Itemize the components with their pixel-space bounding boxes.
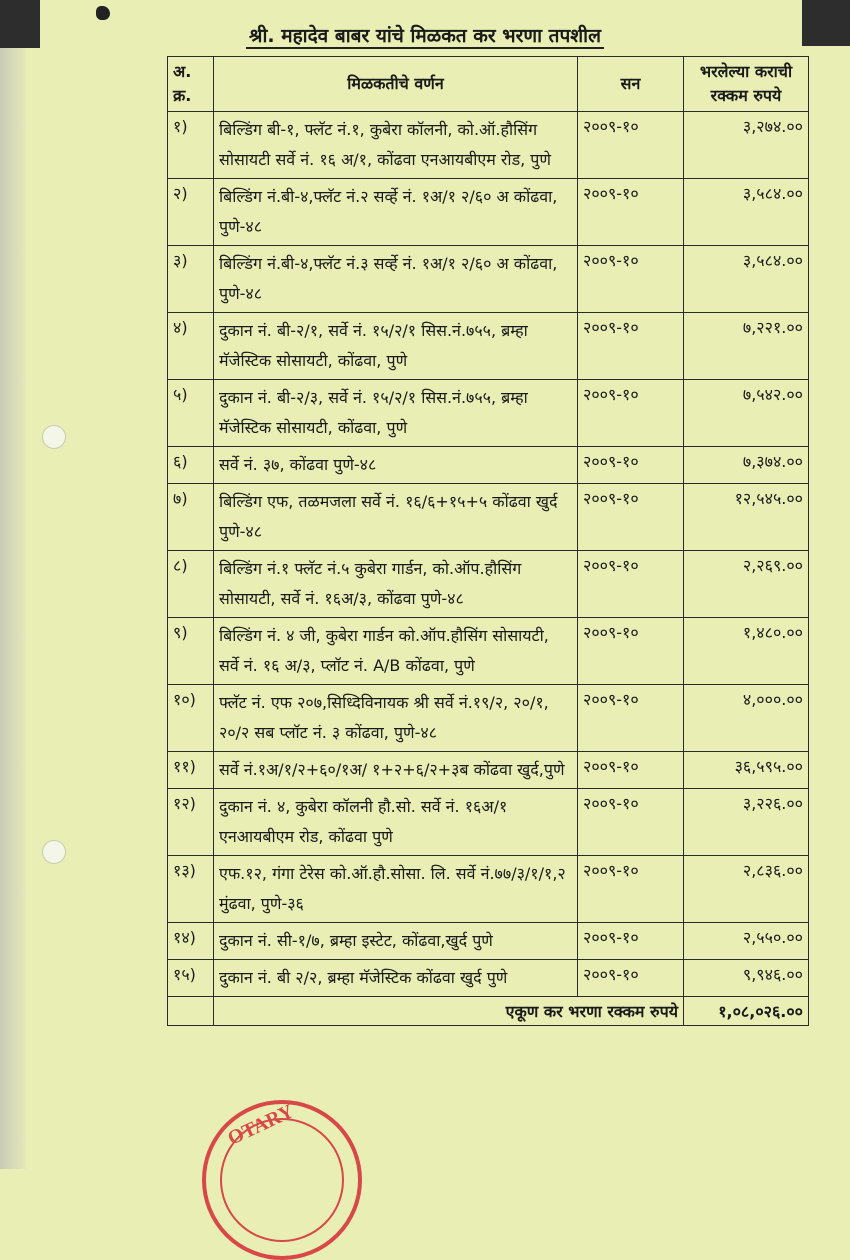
row-description: दुकान नं. बी २/२, ब्रम्हा मॅजेस्टिक कोंढवा खुर्द पुणे — [214, 960, 578, 997]
row-serial-no: ५) — [168, 380, 214, 447]
row-serial-no: १०) — [168, 685, 214, 752]
total-row — [168, 997, 809, 1026]
row-description: बिल्डिंग नं.१ फ्लॅट नं.५ कुबेरा गार्डन, को.ऑप.हौसिंग सोसायटी, सर्वे नं. १६अ/३, कोंढवा पुणे-४८ — [214, 551, 578, 618]
row-amount: ३,२२६.०० — [684, 789, 809, 856]
table-row — [168, 856, 809, 923]
row-amount: २,८३६.०० — [684, 856, 809, 923]
row-serial-no: ३) — [168, 246, 214, 313]
row-description: दुकान नं. बी-२/१, सर्वे नं. १५/२/१ सिस.नं.७५५, ब्रम्हा मॅजेस्टिक सोसायटी, कोंढवा, पुणे — [214, 313, 578, 380]
row-description: सर्वे नं. ३७, कोंढवा पुणे-४८ — [214, 447, 578, 484]
row-amount: ७,२२१.०० — [684, 313, 809, 380]
tax-payment-table — [167, 56, 809, 1026]
row-amount: ३,५८४.०० — [684, 179, 809, 246]
row-year: २००९-१० — [578, 447, 684, 484]
row-amount: १,४८०.०० — [684, 618, 809, 685]
document-title-text: श्री. महादेव बाबर यांचे मिळकत कर भरणा तपशील — [246, 25, 604, 49]
header-year: सन — [578, 57, 684, 112]
table-row — [168, 484, 809, 551]
row-serial-no: १) — [168, 112, 214, 179]
row-amount: ३६,५९५.०० — [684, 752, 809, 789]
total-value: १,०८,०२६.०० — [684, 997, 809, 1026]
row-year: २००९-१० — [578, 752, 684, 789]
table-row — [168, 960, 809, 997]
row-serial-no: १५) — [168, 960, 214, 997]
row-year: २००९-१० — [578, 179, 684, 246]
header-amount: भरलेल्या कराची रक्कम रुपये — [684, 57, 809, 112]
row-year: २००९-१० — [578, 685, 684, 752]
row-description: दुकान नं. ४, कुबेरा कॉलनी हौ.सो. सर्वे नं. १६अ/१ एनआयबीएम रोड, कोंढवा पुणे — [214, 789, 578, 856]
table-row — [168, 923, 809, 960]
row-description: दुकान नं. सी-१/७, ब्रम्हा इस्टेट, कोंढवा,खुर्द पुणे — [214, 923, 578, 960]
row-year: २००९-१० — [578, 923, 684, 960]
row-serial-no: ८) — [168, 551, 214, 618]
punch-hole-bottom — [42, 840, 66, 864]
row-amount: ७,३७४.०० — [684, 447, 809, 484]
table-header-row — [168, 57, 809, 112]
row-year: २००९-१० — [578, 112, 684, 179]
row-description: दुकान नं. बी-२/३, सर्वे नं. १५/२/१ सिस.नं.७५५, ब्रम्हा मॅजेस्टिक सोसायटी, कोंढवा, पुणे — [214, 380, 578, 447]
table-row — [168, 313, 809, 380]
row-year: २००९-१० — [578, 246, 684, 313]
table-row — [168, 789, 809, 856]
row-amount: ३,५८४.०० — [684, 246, 809, 313]
header-serial-no: अ. क्र. — [168, 57, 214, 112]
row-amount: ७,५४२.०० — [684, 380, 809, 447]
row-year: २००९-१० — [578, 484, 684, 551]
row-description: एफ.१२, गंगा टेरेस को.ऑ.हौ.सोसा. लि. सर्वे नं.७७/३/१/१,२ मुंढवा, पुणे-३६ — [214, 856, 578, 923]
row-serial-no: २) — [168, 179, 214, 246]
row-serial-no: ७) — [168, 484, 214, 551]
table-row — [168, 752, 809, 789]
total-blank-cell — [168, 997, 214, 1026]
row-amount: २,५५०.०० — [684, 923, 809, 960]
table-row — [168, 447, 809, 484]
row-description: सर्वे नं.१अ/१/२+६०/१अ/ १+२+६/२+३ब कोंढवा खुर्द,पुणे — [214, 752, 578, 789]
row-year: २००९-१० — [578, 960, 684, 997]
row-description: बिल्डिंग नं. ४ जी, कुबेरा गार्डन को.ऑप.हौसिंग सोसायटी, सर्वे नं. १६ अ/३, प्लॉट नं. A/B कोंढवा, पुणे — [214, 618, 578, 685]
notary-seal-stamp — [202, 1100, 362, 1260]
table-row — [168, 179, 809, 246]
row-description: बिल्डिंग नं.बी-४,फ्लॅट नं.३ सर्व्हे नं. १अ/१ २/६० अ कोंढवा, पुणे-४८ — [214, 246, 578, 313]
row-amount: १२,५४५.०० — [684, 484, 809, 551]
row-description: बिल्डिंग बी-१, फ्लॅट नं.१, कुबेरा कॉलनी, को.ऑ.हौसिंग सोसायटी सर्वे नं. १६ अ/१, कोंढवा एनआयबीएम रोड, पुणे — [214, 112, 578, 179]
row-serial-no: १२) — [168, 789, 214, 856]
row-serial-no: १३) — [168, 856, 214, 923]
total-label: एकूण कर भरणा रक्कम रुपये — [214, 997, 684, 1026]
document-title — [0, 22, 850, 48]
table-row — [168, 246, 809, 313]
row-year: २००९-१० — [578, 789, 684, 856]
row-year: २००९-१० — [578, 856, 684, 923]
row-year: २००९-१० — [578, 551, 684, 618]
punch-hole-top — [42, 425, 66, 449]
row-description: फ्लॅट नं. एफ २०७,सिध्दिविनायक श्री सर्वे नं.१९/२, २०/१, २०/२ सब प्लॉट नं. ३ कोंढवा, पुणे-४८ — [214, 685, 578, 752]
row-description: बिल्डिंग नं.बी-४,फ्लॅट नं.२ सर्व्हे नं. १अ/१ २/६० अ कोंढवा, पुणे-४८ — [214, 179, 578, 246]
table-row — [168, 685, 809, 752]
row-amount: ९,९४६.०० — [684, 960, 809, 997]
row-amount: ३,२७४.०० — [684, 112, 809, 179]
header-description: मिळकतीचे वर्णन — [214, 57, 578, 112]
row-amount: ४,०००.०० — [684, 685, 809, 752]
row-amount: २,२६९.०० — [684, 551, 809, 618]
row-year: २००९-१० — [578, 380, 684, 447]
page-edge — [0, 0, 26, 1169]
table-row — [168, 618, 809, 685]
row-serial-no: ६) — [168, 447, 214, 484]
notary-seal-text: OTARY — [224, 1100, 298, 1150]
table-row — [168, 112, 809, 179]
table-row — [168, 380, 809, 447]
row-serial-no: ११) — [168, 752, 214, 789]
row-description: बिल्डिंग एफ, तळमजला सर्वे नं. १६/६+१५+५ कोंढवा खुर्द पुणे-४८ — [214, 484, 578, 551]
table-row — [168, 551, 809, 618]
row-serial-no: ९) — [168, 618, 214, 685]
row-serial-no: ४) — [168, 313, 214, 380]
row-serial-no: १४) — [168, 923, 214, 960]
ink-stain — [96, 6, 110, 20]
row-year: २००९-१० — [578, 618, 684, 685]
row-year: २००९-१० — [578, 313, 684, 380]
